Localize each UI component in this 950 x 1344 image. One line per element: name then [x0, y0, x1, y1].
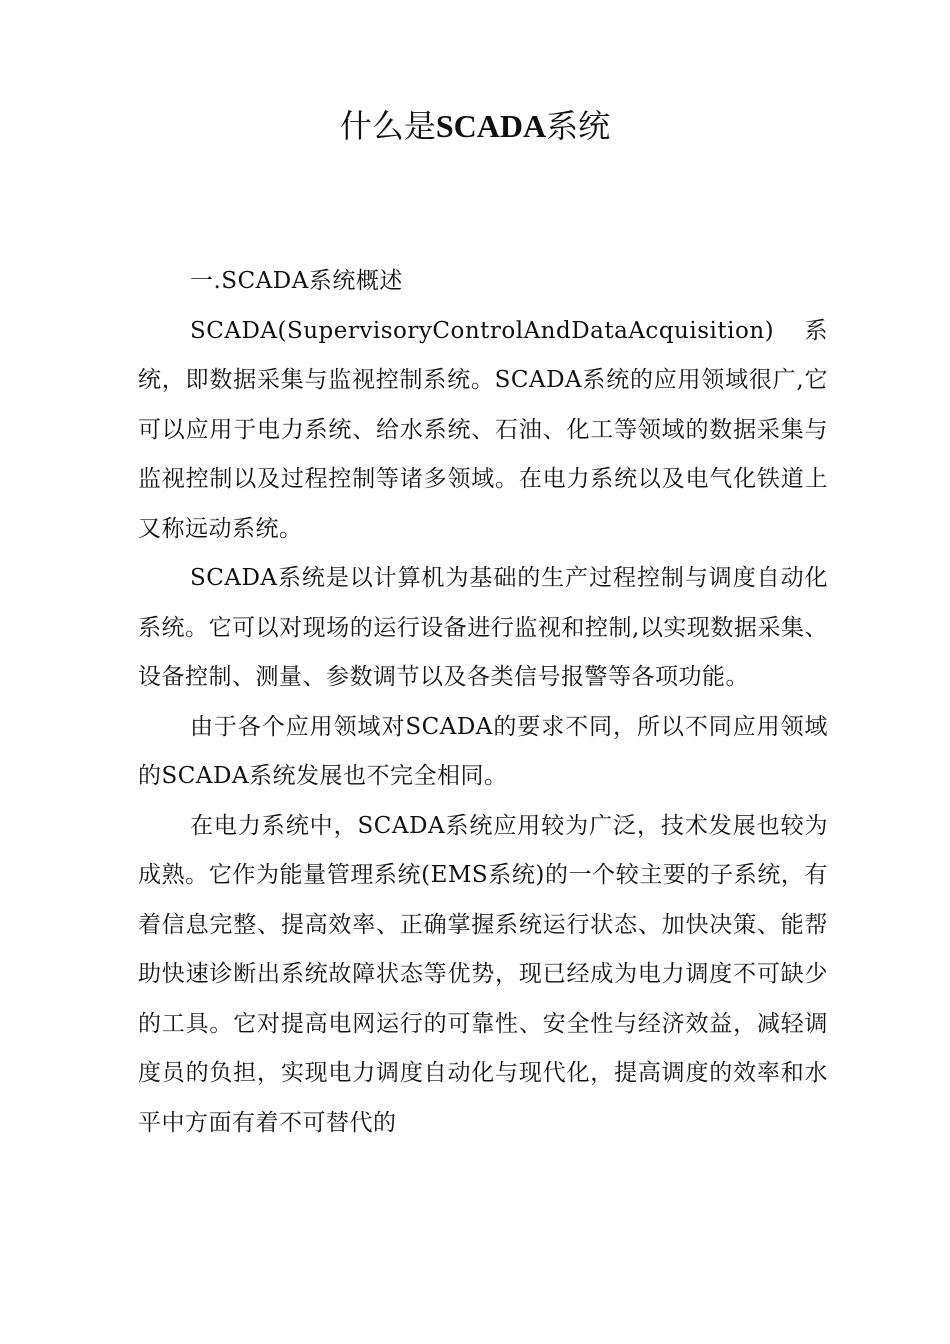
- section-heading: 一.SCADA系统概述: [190, 268, 403, 294]
- paragraph-power-system: 在电力系统中，SCADA系统应用较为广泛，技术发展也较为成熟。它作为能量管理系统(EMS系统)的一个较主要的子系统，有着信息完整、提高效率、正确掌握系统运行状态、加快决策、能帮助快速诊断出系统故障状态等优势，现已经成为电力调度不可缺少的工具。它对提高电网运行的可靠性、安全性与经济效益，减轻调度员的负担，实现电力调度自动化与现代化，提高调度的效率和水平中方面有着不可替代的: [138, 812, 828, 1136]
- paragraph-application-fields: 由于各个应用领域对SCADA的要求不同，所以不同应用领域的SCADA系统发展也不完全相同。: [138, 713, 828, 789]
- paragraph-definition: SCADA(SupervisoryControlAndDataAcquisition)系统，即数据采集与监视控制系统。SCADA系统的应用领域很广,它可以应用于电力系统、给水系统、石油、化工等领域的数据采集与监视控制以及过程控制等诸多领域。在电力系统以及电气化铁道上又称远动系统。: [138, 317, 828, 542]
- title-latin: SCADA: [435, 108, 547, 144]
- paragraph-computer-based: SCADA系统是以计算机为基础的生产过程控制与调度自动化系统。它可以对现场的运行设备进行监视和控制,以实现数据采集、设备控制、测量、参数调节以及各类信号报警等各项功能。: [138, 565, 828, 690]
- page-title: [0, 104, 950, 148]
- document-body: [138, 257, 828, 1148]
- title-prefix: 什么是: [339, 107, 436, 145]
- title-suffix: 系统: [546, 107, 611, 145]
